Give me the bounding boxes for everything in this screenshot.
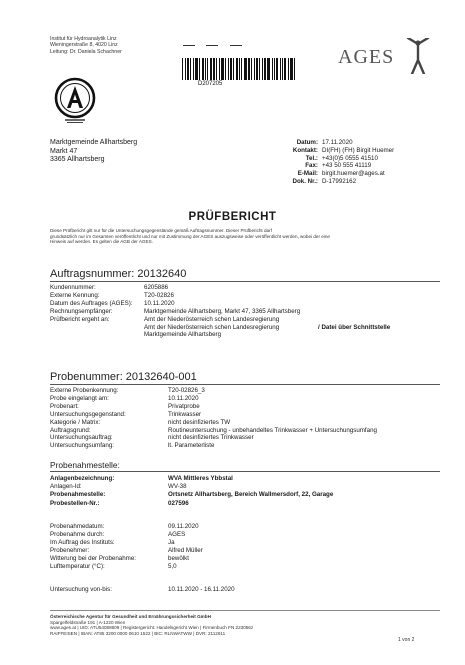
ages-logo [338,38,438,74]
barcode-bar [290,58,293,80]
report-disclaimer [50,228,440,245]
detail-label: Anlagen-Id: [50,483,82,491]
barcode-bar [219,58,220,80]
barcode-bar [193,58,194,80]
footer-address: Spargelfeldstraße 191 | A-1220 Wien [50,619,126,625]
barcode-bar [195,58,198,80]
contact-value: DI(FH) (FH) Birgit Huemer [322,146,395,154]
detail-value: Amt der Niederösterreich schen Landesregierung [144,323,280,331]
barcode-bar [251,58,252,80]
barcode-bar [187,58,189,80]
barcode-bar [241,58,242,80]
detail-label: Probenart: [50,402,79,410]
detail-value: Routineuntersuchung - unbehandeltes Trinkwasser + Untersuchungsumfang [168,426,377,434]
barcode-bar [228,58,229,80]
detail-label: Prüfbericht ergeht an: [50,315,110,323]
report-title: PRÜFBERICHT [188,211,277,223]
recipient-name: Marktgemeinde Allhartsberg [50,139,138,146]
barcode-bar [244,58,247,80]
barcode-bar [213,58,215,80]
footer-registry: www.ages.at | UID: ATU54088609 | Registergericht: Handelsgericht Wien | Firmenbuch FN 223056z [50,625,254,631]
detail-label: Im Auftrag des Instituts: [50,538,115,546]
page-number: 1 von 2 [398,637,415,643]
barcode-bar [272,58,273,80]
barcode-bar [230,58,232,80]
detail-value: 10.11.2020 [168,394,199,402]
accreditation-seal-icon [52,76,98,124]
barcode-bar [233,58,234,80]
detail-label: Kundennummer: [50,284,96,291]
ages-logo-text: AGES [338,46,395,68]
barcode-bar [264,58,266,80]
institute-street: Wieningerstraße 8, 4020 Linz [50,42,118,49]
disclaimer-line: grundsätzlich nur im Gesamten veröffentlicht und nur mit Zustimmung der AGES auszugsweise oder veröffentlicht werden, wobei der eine [50,233,330,239]
order-number-heading: Auftragsnummer: 20132640 [50,268,187,280]
detail-value: nicht desinfiziertes Trinkwasser [168,434,254,442]
detail-label: Probestellen-Nr.: [50,499,100,507]
sampling-point-heading: Probenahmestelle: [50,460,120,470]
detail-label: Probenehmer: [50,546,90,554]
detail-label: Externe Probenkennung: [50,387,119,394]
detail-value: Alfred Müller [168,546,203,554]
detail-label: Untersuchungsumfang: [50,442,114,450]
footer-company: Österreichische Agentur für Gesundheit und Ernährungssicherheit GmbH [50,614,211,619]
barcode-bar [236,58,238,80]
barcode-bar [239,58,240,80]
contact-value[interactable]: birgit.huemer@ages.at [322,170,385,178]
detail-value: Ja [168,538,175,546]
barcode-bar [202,58,204,80]
detail-value: lt. Parameterliste [168,442,215,450]
detail-value: T20-02826 [144,291,174,299]
detail-value: Amt der Niederösterreich schen Landesregierung [144,315,280,323]
barcode-bar [267,58,270,80]
barcode-bar [182,58,183,80]
institute-name: Institut für Hydroanalytik Linz [50,36,117,42]
footer-bank: RAIFFEISEN | IBAN: AT85 3200 0000 0610 1522 | BIC: RLNWATWW | DVR: 2112611 [50,630,226,636]
detail-label: Untersuchungsgegenstand: [50,410,126,418]
contact-label: Datum: [296,139,318,146]
barcode-bar [274,58,275,80]
disclaimer-line: Hinweis auf werden. Es gelten die AGB der AGES. [50,239,153,245]
detail-label: Datum des Auftrages (AGES): [50,299,133,307]
detail-label: Probenahmedatum: [50,523,105,530]
detail-value: Privatprobe [168,402,200,410]
recipient-address [50,139,137,165]
barcode-bar [225,58,226,80]
detail-label: Probenahmestelle: [50,491,106,499]
barcode-bar [248,58,250,80]
ages-figure-icon [404,38,432,74]
detail-label: Witterung bei der Probenahme: [50,554,136,562]
recipient-city: 3365 Allhartsberg [50,156,105,164]
detail-value: T20-02826_3 [168,387,205,394]
barcode-id: D207205 [198,81,223,87]
detail-value: Marktgemeinde Allhartsberg [144,331,222,339]
contact-label: Tel.: [305,154,318,162]
detail-value: Marktgemeinde Allhartsberg, Markt 47, 3365 Allhartsberg [144,307,301,315]
barcode-bar [280,58,281,80]
barcode-bar [262,58,263,80]
sample-number-heading: Probenummer: 20132640-001 [50,371,197,383]
detail-value: 5,0 [168,562,177,570]
barcode-bar [276,58,278,80]
examination-period-value: 10.11.2020 - 16.11.2020 [168,586,235,593]
detail-value: 09.11.2020 [168,523,199,530]
barcode-bar [259,58,260,80]
detail-value: WVA Mittleres Ybbstal [168,475,233,482]
barcode-bar [256,58,258,80]
header-dash [206,45,218,46]
contact-value: D-17992162 [322,178,357,185]
contact-value: +43(0)5 0555 41510 [322,154,378,162]
contact-label: E-Mail: [297,170,318,178]
examination-period-label: Untersuchung von-bis: [50,586,112,593]
detail-value: Ortsnetz Allhartsberg, Bereich Wallmersdorf, 22, Garage [168,491,334,499]
barcode-bar [282,58,283,80]
barcode-bar [205,58,206,80]
header-dash [230,45,242,46]
barcode-bar [294,58,295,80]
detail-label: Kategorie / Matrix: [50,418,101,426]
detail-value: bewölkt [168,554,189,562]
contact-label: Dok. Nr.: [292,178,318,185]
detail-value: Trinkwasser [168,410,202,418]
detail-value: nicht desinfiziertes TW [168,418,231,426]
contact-label: Fax: [305,162,318,170]
contact-value: 17.11.2020 [322,139,353,146]
detail-label: Probenahme durch: [50,530,105,538]
detail-label: Externe Kennung: [50,291,100,299]
barcode-bar [210,58,212,80]
detail-label: Lufttemperatur (°C): [50,562,105,570]
detail-label: Rechnungsempfänger: [50,307,113,315]
barcode-bar [199,58,200,80]
barcode-bar [254,58,255,80]
detail-value: 027596 [168,499,189,507]
section-rule [50,384,440,385]
section-rule [50,471,440,472]
detail-label: Untersuchungsauftrag: [50,434,113,442]
section-rule [50,281,440,282]
detail-value: WV-38 [168,483,187,491]
barcode-bar [207,58,208,80]
header-dash [183,45,195,46]
detail-label: Anlagenbezeichnung: [50,475,115,482]
recipient-street: Markt 47 [50,147,78,155]
barcode-bar [185,58,186,80]
detail-value: 10.11.2020 [144,299,175,307]
barcode-bar [288,58,289,80]
barcode-bar [284,58,286,80]
institute-lead: Leitung: Dr. Daniela Schachner [50,48,122,55]
barcode-bar [221,58,224,80]
detail-value: AGES [168,530,186,538]
contact-label: Kontakt: [292,146,318,154]
detail-value: 6205886 [144,284,169,291]
barcode-bar [216,58,217,80]
footer-rule [50,610,440,611]
footer-block [50,614,380,636]
barcode [182,58,297,80]
detail-extra: / Datei über Schnittstelle [318,323,391,331]
barcode-bar [190,58,191,80]
disclaimer-line: Diese Prüfbericht gilt nur für die Untersuchungsgegenstände gemäß Auftragsnummer. Dieser Prüfbericht darf [50,228,272,233]
institute-block [50,36,170,55]
contact-value: +43 50 555 41119 [322,162,372,170]
detail-label: Probe eingelangt am: [50,394,109,402]
detail-label: Auftragsgrund: [50,426,91,434]
